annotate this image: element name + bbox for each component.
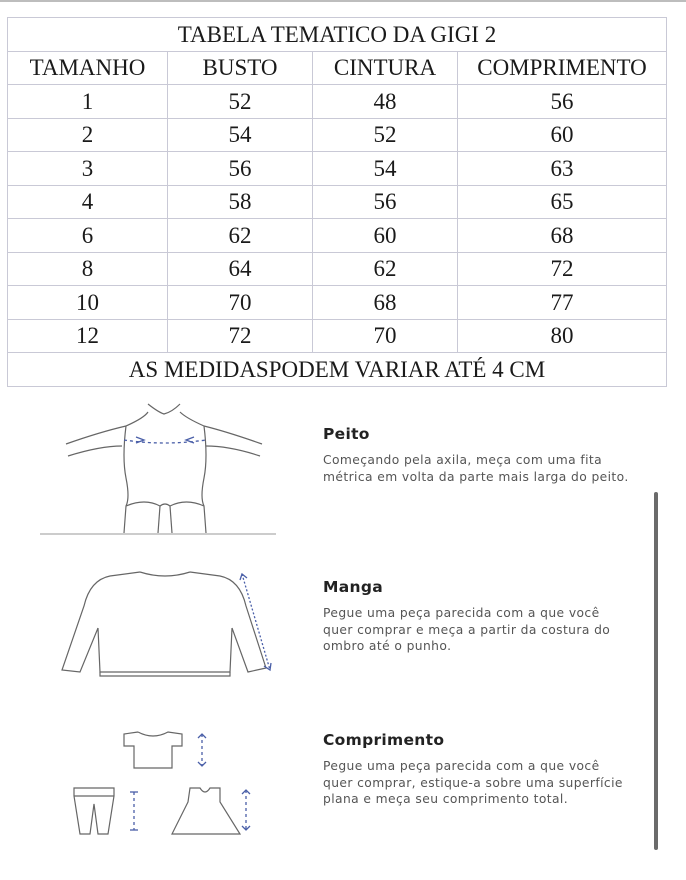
table-title-row bbox=[8, 18, 667, 52]
table-row bbox=[8, 219, 667, 253]
table-cell: 64 bbox=[168, 252, 313, 286]
sleeve-measure-icon bbox=[60, 566, 280, 686]
manga-title: Manga bbox=[323, 578, 383, 596]
table-cell: 68 bbox=[458, 219, 667, 253]
table-row bbox=[8, 152, 667, 186]
header-cintura: CINTURA bbox=[313, 51, 458, 85]
table-cell: 48 bbox=[313, 85, 458, 119]
scrollbar[interactable] bbox=[654, 492, 658, 850]
peito-title: Peito bbox=[323, 425, 370, 443]
table-row bbox=[8, 118, 667, 152]
table-cell: 56 bbox=[168, 152, 313, 186]
table-row bbox=[8, 319, 667, 353]
table-cell: 2 bbox=[8, 118, 168, 152]
table-cell: 80 bbox=[458, 319, 667, 353]
table-cell: 60 bbox=[313, 219, 458, 253]
table-cell: 1 bbox=[8, 85, 168, 119]
table-cell: 52 bbox=[168, 85, 313, 119]
table-cell: 68 bbox=[313, 286, 458, 320]
table-cell: 63 bbox=[458, 152, 667, 186]
table-row bbox=[8, 85, 667, 119]
table-cell: 4 bbox=[8, 185, 168, 219]
table-row bbox=[8, 252, 667, 286]
table-cell: 12 bbox=[8, 319, 168, 353]
table-cell: 56 bbox=[458, 85, 667, 119]
table-row bbox=[8, 185, 667, 219]
peito-text: Começando pela axila, meça com uma fita métrica em volta da parte mais larga do peito. bbox=[323, 453, 629, 484]
comprimento-title: Comprimento bbox=[323, 731, 445, 749]
table-cell: 65 bbox=[458, 185, 667, 219]
table-cell: 70 bbox=[168, 286, 313, 320]
header-tamanho: TAMANHO bbox=[8, 51, 168, 85]
table-cell: 56 bbox=[313, 185, 458, 219]
chest-measure-icon bbox=[40, 398, 280, 538]
table-cell: 6 bbox=[8, 219, 168, 253]
table-cell: 72 bbox=[168, 319, 313, 353]
top-divider bbox=[0, 0, 686, 2]
table-header-row bbox=[8, 51, 667, 85]
table-note-row bbox=[8, 353, 667, 387]
manga-text: Pegue uma peça parecida com a que você quer comprar e meça a partir da costura do ombro até o punho. bbox=[323, 606, 611, 653]
table-cell: 70 bbox=[313, 319, 458, 353]
table-note: AS MEDIDASPODEM VARIAR ATÉ 4 CM bbox=[8, 353, 667, 387]
header-busto: BUSTO bbox=[168, 51, 313, 85]
table-cell: 52 bbox=[313, 118, 458, 152]
length-measure-icon bbox=[68, 726, 268, 846]
table-cell: 3 bbox=[8, 152, 168, 186]
size-table bbox=[7, 17, 667, 387]
comprimento-text: Pegue uma peça parecida com a que você quer comprar, estique-a sobre uma superfície plana e meça seu comprimento total. bbox=[323, 759, 623, 806]
table-cell: 54 bbox=[168, 118, 313, 152]
table-cell: 54 bbox=[313, 152, 458, 186]
table-title: TABELA TEMATICO DA GIGI 2 bbox=[8, 18, 667, 52]
table-row bbox=[8, 286, 667, 320]
table-cell: 8 bbox=[8, 252, 168, 286]
table-cell: 77 bbox=[458, 286, 667, 320]
table-cell: 72 bbox=[458, 252, 667, 286]
table-cell: 62 bbox=[168, 219, 313, 253]
table-cell: 58 bbox=[168, 185, 313, 219]
table-cell: 10 bbox=[8, 286, 168, 320]
table-cell: 62 bbox=[313, 252, 458, 286]
header-comprimento: COMPRIMENTO bbox=[458, 51, 667, 85]
table-cell: 60 bbox=[458, 118, 667, 152]
